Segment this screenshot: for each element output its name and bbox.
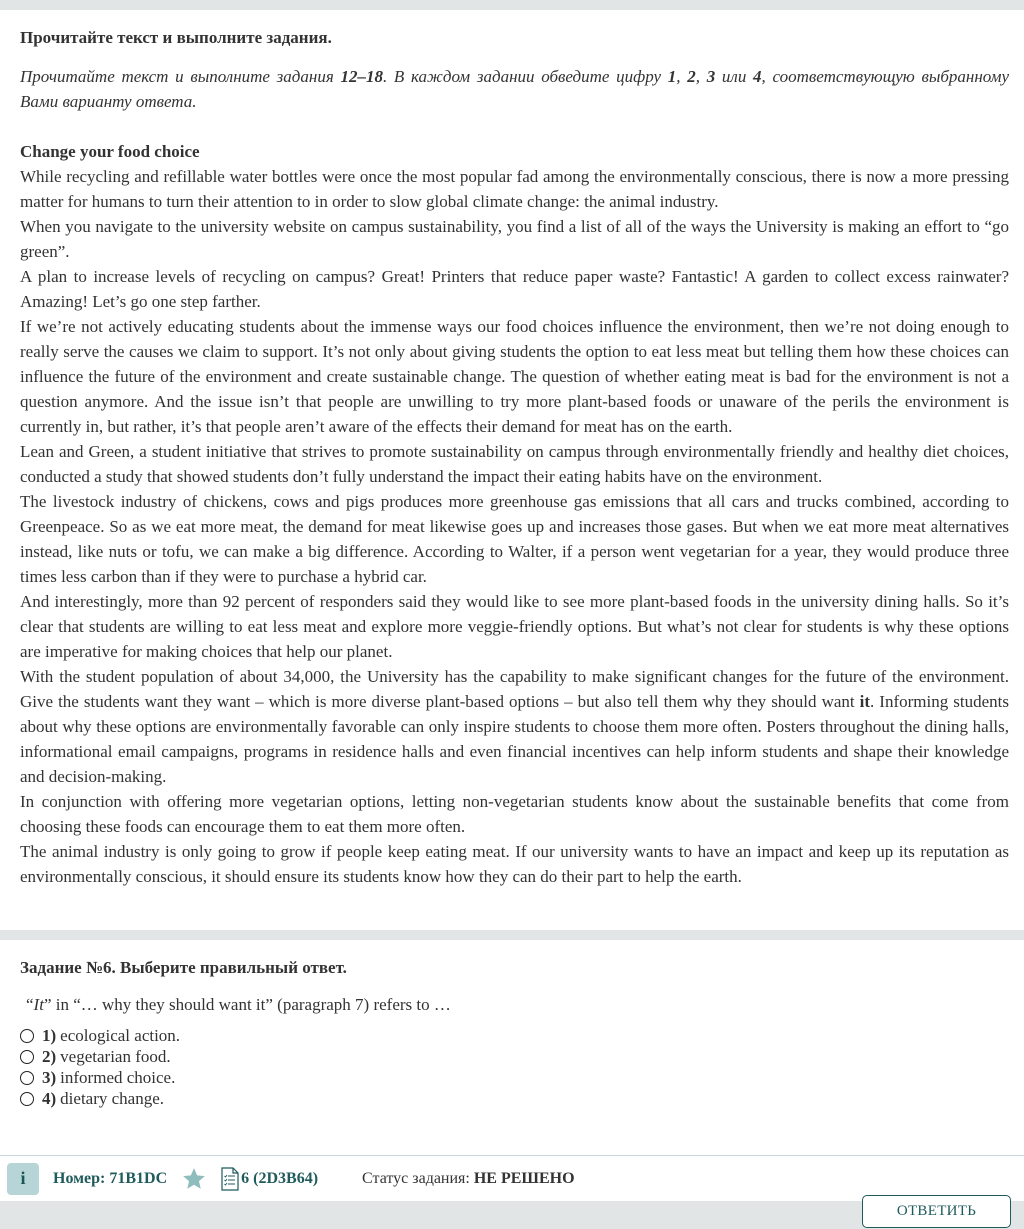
digit: 1 xyxy=(667,67,677,86)
radio-button[interactable] xyxy=(20,1029,34,1043)
paragraph-text: . Informing students about why these options are environmentally favorable can only inspire students to choose them more often. Posters throughout the dining halls, informational email campaigns, programs in residence halls and even financial incentives can help inform students and shape their knowledge and decision-making. xyxy=(20,692,1009,786)
option-number: 1) xyxy=(42,1025,57,1045)
article-paragraph: While recycling and refillable water bottles were once the most popular fad among the environmentally conscious, there is now a more pressing matter for humans to turn their attention to in order to slow global climate change: the animal industry. xyxy=(20,167,1009,211)
top-separator xyxy=(0,0,1024,10)
section-title: Прочитайте текст и выполните задания. xyxy=(20,28,332,47)
instruction-part: , xyxy=(676,67,688,86)
radio-button[interactable] xyxy=(20,1050,34,1064)
task-status xyxy=(362,1170,575,1188)
option-text: ecological action. xyxy=(60,1025,181,1045)
instruction-part: или xyxy=(715,67,754,86)
option-number: 4) xyxy=(42,1088,57,1108)
instruction-part: , xyxy=(695,67,707,86)
answer-option-4[interactable] xyxy=(20,1088,1009,1109)
digit: 4 xyxy=(753,67,762,86)
option-text: vegetarian food. xyxy=(60,1046,171,1066)
info-button[interactable] xyxy=(7,1163,39,1195)
article-paragraph: Lean and Green, a student initiative that strives to promote sustainability on campus through environmentally friendly and healthy diet choices, conducted a study that showed students don’t fully understand the impact their eating habits have on the environment. xyxy=(20,442,1009,486)
option-number: 3) xyxy=(42,1067,57,1087)
option-text: dietary change. xyxy=(60,1088,165,1108)
article-paragraph: The animal industry is only going to grow if people keep eating meat. If our university wants to have an impact and keep up its reputation as environmentally conscious, it should ensure its students know how they can do their part to help the earth. xyxy=(20,842,1009,886)
reading-section xyxy=(20,10,1009,889)
article-paragraph: And interestingly, more than 92 percent of responders said they would like to see more plant-based foods in the university dining halls. So it’s clear that students are willing to eat less meat and explore more veggie-friendly options. But what’s not clear for students is why these options are imperative for making choices that help our planet. xyxy=(20,592,1009,661)
option-text: informed choice. xyxy=(60,1067,176,1087)
star-icon[interactable] xyxy=(181,1166,207,1192)
answer-button[interactable]: ОТВЕТИТЬ xyxy=(862,1195,1011,1228)
status-label: Статус задания: xyxy=(362,1169,474,1187)
variant-link[interactable]: 6 (2D3B64) xyxy=(241,1169,319,1187)
instruction-part: , соответствующую выбранному Вами варианту ответа. xyxy=(20,67,1010,111)
task-section xyxy=(20,940,1009,1109)
article-paragraph: The livestock industry of chickens, cows and pigs produces more greenhouse gas emissions that all cars and trucks combined, according to Greenpeace. So as we eat more meat, the demand for meat likewise goes up and increases those gases. But when we eat more meat alternatives instead, like nuts or tofu, we can make a big difference. According to Walter, if a person went vegetarian for a year, they would produce three times less carbon than if they were to purchase a hybrid car. xyxy=(20,492,1009,586)
question-part: ” in “… why they should want it” (paragraph 7) refers to … xyxy=(43,995,451,1014)
instruction-text xyxy=(20,64,1009,114)
article-paragraph: If we’re not actively educating students about the immense ways our food choices influence the environment, then we’re not doing enough to really serve the causes we claim to support. It’s not only about giving students the option to eat less meat but telling them how these choices can influence the future of the environment and create sustainable change. The question of whether eating meat is bad for the environment is not a question anymore. And the issue isn’t that people are unwilling to try more plant-based foods or unaware of the perils the environment is currently in, but rather, it’s that people aren’t aware of the effects their demand for meat has on the earth. xyxy=(20,317,1009,436)
article-paragraph: In conjunction with offering more vegetarian options, letting non-vegetarian students know about the sustainable benefits that come from choosing these foods can encourage them to eat them more often. xyxy=(20,792,1009,836)
radio-button[interactable] xyxy=(20,1092,34,1106)
answer-option-2[interactable] xyxy=(20,1046,1009,1067)
article-paragraph: A plan to increase levels of recycling on campus? Great! Printers that reduce paper waste? Fantastic! A garden to collect excess rainwater? Amazing! Let’s go one step farther. xyxy=(20,267,1009,311)
task-number: Номер: 71B1DC xyxy=(53,1169,168,1187)
answer-option-1[interactable] xyxy=(20,1025,1009,1046)
paragraph-text: With the student population of about 34,000, the University has the capability to make significant changes for the future of the environment. Give the students want they want – which is more diverse plant-based options – but also tell them why they should want xyxy=(20,667,1009,711)
answer-options xyxy=(20,1025,1009,1109)
question-keyword: It xyxy=(33,995,44,1014)
article-paragraph: When you navigate to the university website on campus sustainability, you find a list of all of the ways the University is making an effort to “go green”. xyxy=(20,217,1009,261)
answer-option-3[interactable] xyxy=(20,1067,1009,1088)
question-text xyxy=(20,994,1009,1016)
instruction-part: Прочитайте текст и выполните задания xyxy=(20,67,341,86)
highlighted-word: it xyxy=(859,692,871,711)
section-separator xyxy=(0,930,1024,940)
status-badge: НЕ РЕШЕНО xyxy=(473,1169,575,1187)
info-icon: i xyxy=(20,1168,26,1188)
article-title: Change your food choice xyxy=(20,142,200,161)
document-list-icon[interactable] xyxy=(221,1167,239,1191)
option-number: 2) xyxy=(42,1046,57,1066)
task-title: Задание №6. Выберите правильный ответ. xyxy=(20,958,347,977)
digit: 3 xyxy=(706,67,716,86)
radio-button[interactable] xyxy=(20,1071,34,1085)
instruction-part: . В каждом задании обведите цифру xyxy=(382,67,668,86)
question-part: “ xyxy=(26,995,34,1014)
digit: 2 xyxy=(687,67,696,86)
task-range: 12–18 xyxy=(340,67,383,86)
article-paragraph xyxy=(20,664,1009,789)
